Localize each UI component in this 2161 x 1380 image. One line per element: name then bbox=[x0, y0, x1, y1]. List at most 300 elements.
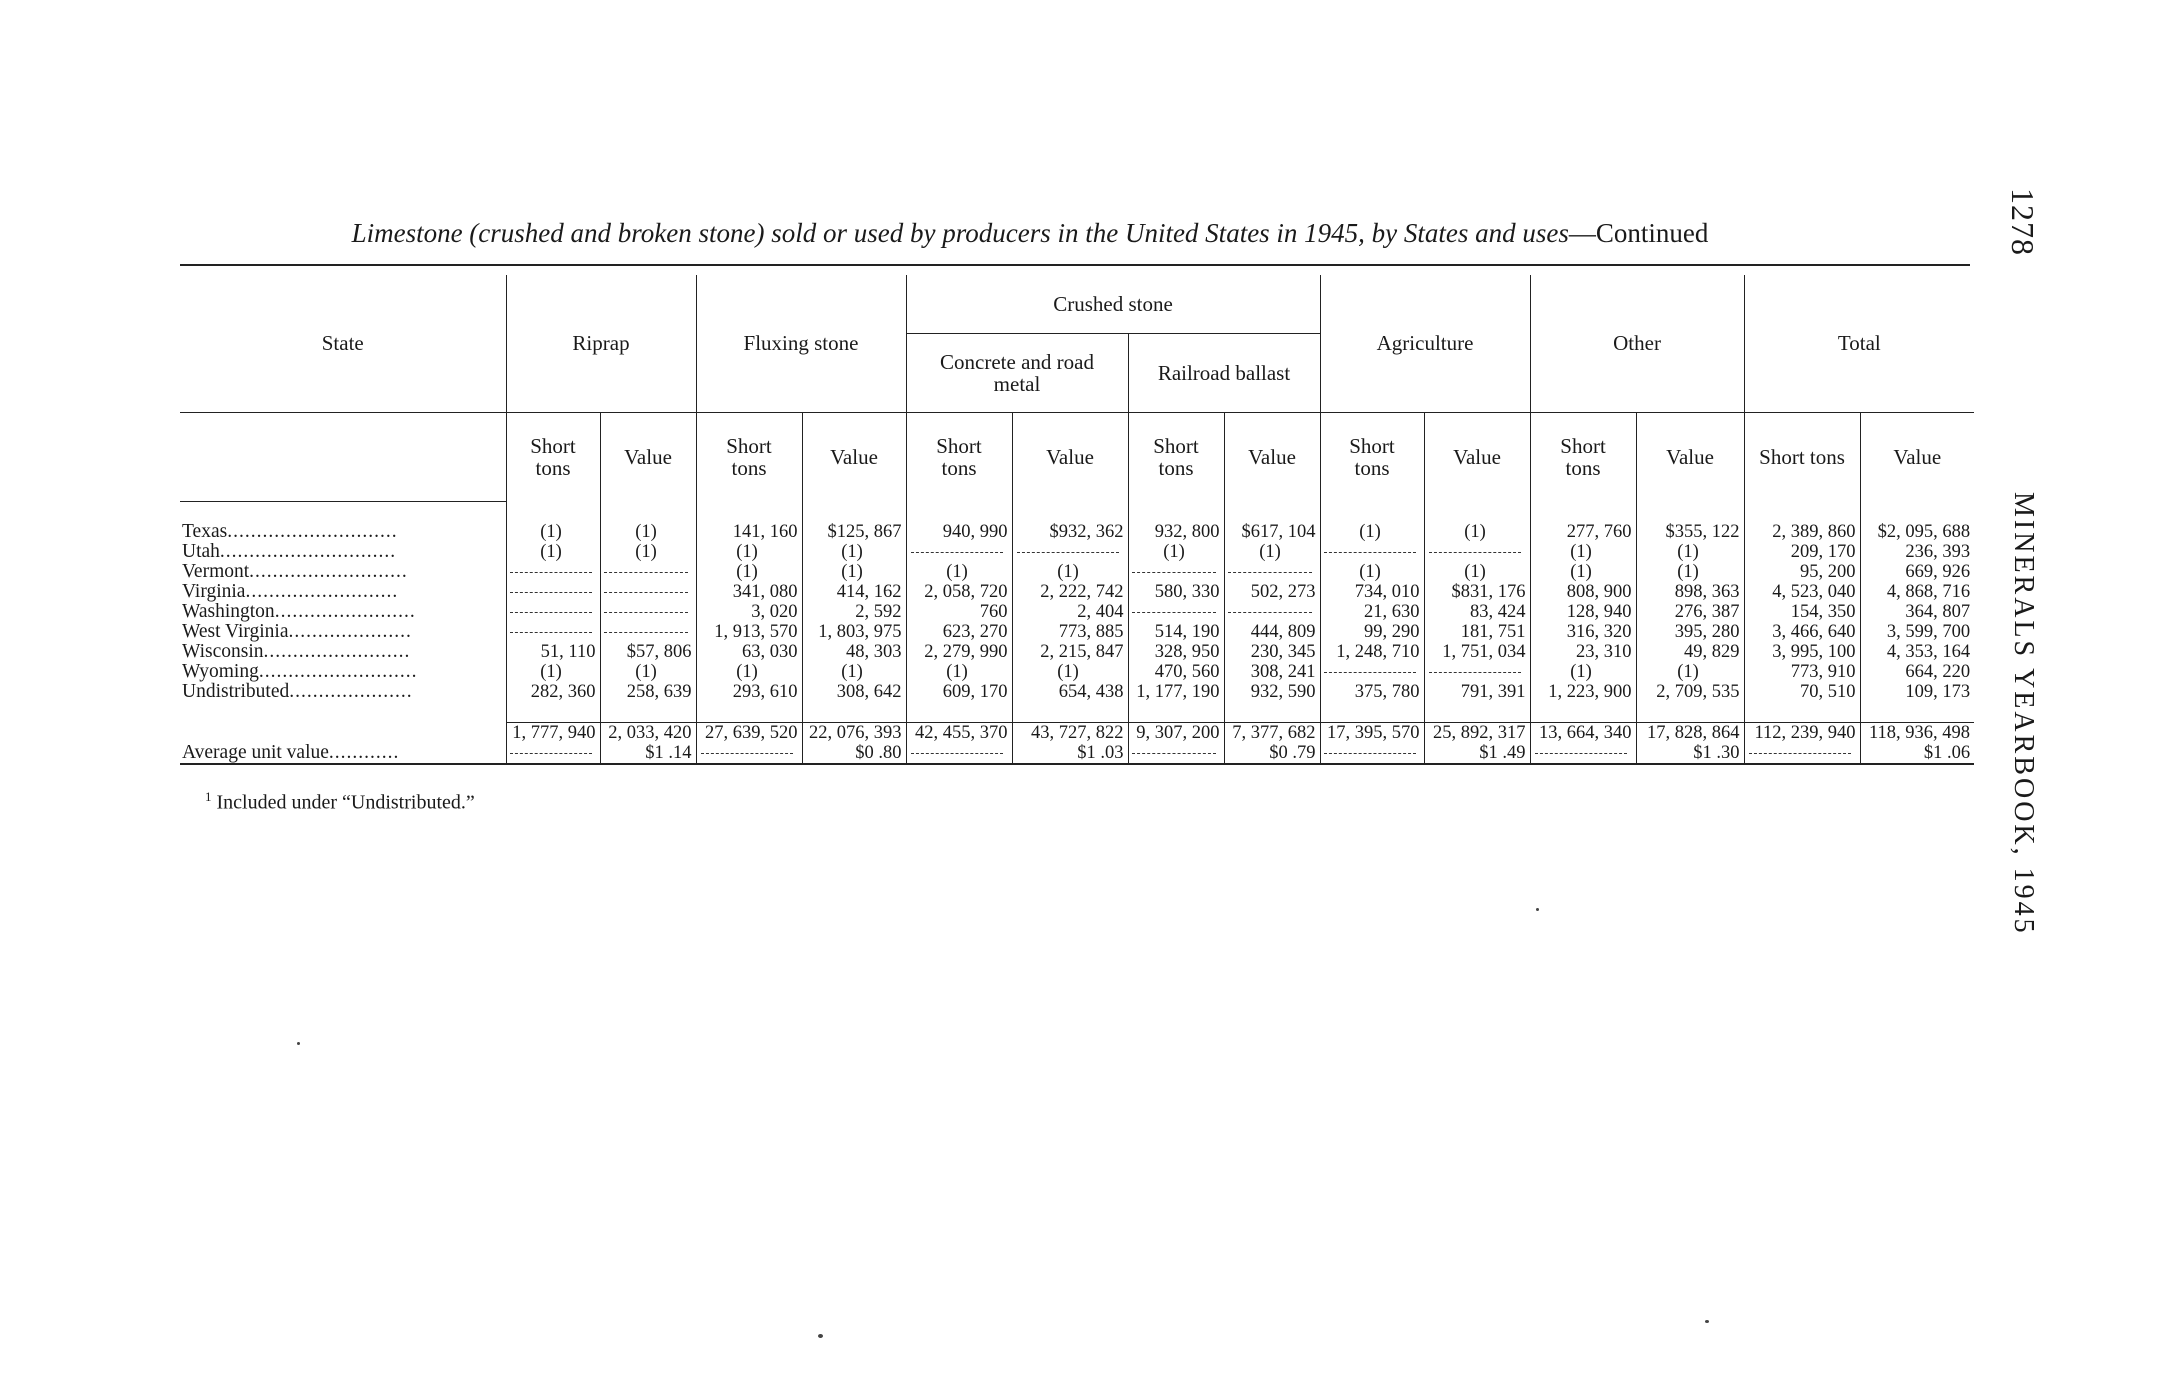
cell-value: 49, 829 bbox=[1684, 642, 1740, 662]
cell-value: 375, 780 bbox=[1354, 682, 1420, 702]
totals-row bbox=[180, 723, 1974, 744]
table-cell bbox=[1320, 582, 1424, 602]
footnote-ref: (1) bbox=[946, 562, 968, 582]
cell-value: 42, 455, 370 bbox=[915, 723, 1008, 743]
table-cell bbox=[1320, 622, 1424, 642]
table-cell bbox=[1636, 642, 1744, 662]
footnote-ref: (1) bbox=[1570, 542, 1592, 562]
table-cell bbox=[1128, 522, 1224, 542]
footnote-ref: (1) bbox=[1057, 662, 1079, 682]
empty-dash bbox=[1429, 552, 1522, 553]
table-cell bbox=[1128, 602, 1224, 622]
footnote-ref: (1) bbox=[841, 542, 863, 562]
cell-value: $932, 362 bbox=[1049, 522, 1124, 542]
spacer-cell bbox=[1744, 502, 1860, 523]
table-cell bbox=[1224, 602, 1320, 622]
table-cell bbox=[802, 582, 906, 602]
header-riprap: Riprap bbox=[506, 275, 696, 413]
dot-leader: ......................... bbox=[263, 641, 411, 662]
table-cell bbox=[696, 642, 802, 662]
dot-leader: ........................... bbox=[249, 561, 408, 582]
spacer-cell bbox=[506, 502, 600, 523]
table-cell bbox=[696, 542, 802, 562]
header-short-tons: Short tons bbox=[1744, 413, 1860, 502]
table-row bbox=[180, 682, 1974, 702]
cell-value: 2, 389, 860 bbox=[1772, 522, 1856, 542]
header-state-spacer bbox=[180, 413, 506, 502]
spacer-cell bbox=[1224, 702, 1320, 723]
table-cell bbox=[1860, 542, 1974, 562]
table-row bbox=[180, 642, 1974, 662]
state-label: Virginia bbox=[182, 581, 246, 602]
state-label: Undistributed bbox=[182, 681, 290, 702]
table-cell bbox=[696, 522, 802, 542]
header-short-tons: Short tons bbox=[506, 413, 600, 502]
top-rule bbox=[180, 264, 1970, 266]
footnote-ref: (1) bbox=[635, 522, 657, 542]
cell-value: $355, 122 bbox=[1665, 522, 1740, 542]
footnote-ref: (1) bbox=[1259, 542, 1281, 562]
cell-value: 1, 751, 034 bbox=[1442, 642, 1526, 662]
spacer-cell bbox=[1636, 502, 1744, 523]
total-cell bbox=[1320, 723, 1424, 744]
footnote-ref: (1) bbox=[540, 542, 562, 562]
empty-dash bbox=[911, 552, 1004, 553]
table-cell bbox=[1636, 602, 1744, 622]
cell-value: 760 bbox=[979, 602, 1008, 622]
scan-speck bbox=[1705, 1320, 1709, 1323]
table-cell bbox=[600, 542, 696, 562]
table-cell bbox=[906, 602, 1012, 622]
table-cell bbox=[1012, 582, 1128, 602]
cell-value: 734, 010 bbox=[1354, 582, 1420, 602]
table-cell bbox=[696, 562, 802, 582]
table-cell bbox=[1636, 662, 1744, 682]
footnote-ref: (1) bbox=[1570, 662, 1592, 682]
average-cell bbox=[802, 743, 906, 764]
table-cell bbox=[600, 582, 696, 602]
table-cell bbox=[1224, 682, 1320, 702]
table-cell bbox=[1530, 562, 1636, 582]
cell-value: 580, 330 bbox=[1154, 582, 1220, 602]
header-agriculture: Agriculture bbox=[1320, 275, 1530, 413]
state-name bbox=[180, 522, 506, 542]
total-cell bbox=[802, 723, 906, 744]
table-cell bbox=[802, 602, 906, 622]
table-cell bbox=[1860, 662, 1974, 682]
total-cell bbox=[906, 723, 1012, 744]
scan-speck bbox=[818, 1334, 823, 1338]
footnote-ref: (1) bbox=[1570, 562, 1592, 582]
spacer-row bbox=[180, 702, 1974, 723]
total-cell bbox=[506, 723, 600, 744]
table-cell bbox=[600, 602, 696, 622]
cell-value: 773, 885 bbox=[1058, 622, 1124, 642]
average-cell bbox=[1860, 743, 1974, 764]
total-cell bbox=[1224, 723, 1320, 744]
average-cell bbox=[1530, 743, 1636, 764]
table-cell bbox=[1636, 682, 1744, 702]
table-row bbox=[180, 542, 1974, 562]
table-cell bbox=[600, 562, 696, 582]
table-cell bbox=[506, 682, 600, 702]
table-cell bbox=[1744, 662, 1860, 682]
table-cell bbox=[1224, 522, 1320, 542]
dot-leader: ..................... bbox=[289, 681, 413, 702]
table-title bbox=[180, 218, 1880, 249]
cell-value: 2, 709, 535 bbox=[1656, 682, 1740, 702]
table-cell bbox=[1224, 542, 1320, 562]
table-cell bbox=[1320, 662, 1424, 682]
spacer-cell bbox=[1530, 502, 1636, 523]
empty-dash bbox=[510, 572, 592, 573]
cell-value: 118, 936, 498 bbox=[1868, 723, 1971, 743]
state-label: Wyoming bbox=[182, 661, 259, 682]
cell-value: 1, 223, 900 bbox=[1548, 682, 1632, 702]
cell-value: 3, 020 bbox=[751, 602, 798, 622]
total-cell bbox=[1128, 723, 1224, 744]
table-cell bbox=[1530, 602, 1636, 622]
table-cell bbox=[506, 562, 600, 582]
table-cell bbox=[1530, 542, 1636, 562]
table-cell bbox=[906, 622, 1012, 642]
dot-leader: ............ bbox=[328, 742, 400, 763]
cell-value: 25, 892, 317 bbox=[1433, 723, 1526, 743]
cell-value: 293, 610 bbox=[732, 682, 798, 702]
header-short-tons: Short tons bbox=[1320, 413, 1424, 502]
cell-value: 364, 807 bbox=[1905, 602, 1971, 622]
cell-value: 773, 910 bbox=[1790, 662, 1856, 682]
footnote-ref: (1) bbox=[736, 542, 758, 562]
table-cell bbox=[1012, 602, 1128, 622]
table-cell bbox=[1424, 622, 1530, 642]
cell-value: $1 .06 bbox=[1923, 743, 1971, 763]
cell-value: 112, 239, 940 bbox=[1754, 723, 1856, 743]
total-cell bbox=[1424, 723, 1530, 744]
average-cell bbox=[506, 743, 600, 764]
cell-value: 502, 273 bbox=[1250, 582, 1316, 602]
spacer-cell bbox=[1320, 702, 1424, 723]
cell-value: $1 .30 bbox=[1693, 743, 1740, 763]
spacer-cell bbox=[1636, 702, 1744, 723]
total-cell bbox=[1012, 723, 1128, 744]
footnote-ref: (1) bbox=[1163, 542, 1185, 562]
cell-value: $617, 104 bbox=[1241, 522, 1316, 542]
totals-label-spacer bbox=[180, 723, 506, 744]
table-cell bbox=[1224, 662, 1320, 682]
table-cell bbox=[802, 542, 906, 562]
spacer-row bbox=[180, 502, 1974, 523]
cell-value: 395, 280 bbox=[1674, 622, 1740, 642]
table-cell bbox=[906, 582, 1012, 602]
table-cell bbox=[506, 602, 600, 622]
header-value: Value bbox=[802, 413, 906, 502]
footnote-ref: (1) bbox=[1359, 522, 1381, 542]
cell-value: 258, 639 bbox=[626, 682, 692, 702]
cell-value: 308, 642 bbox=[836, 682, 902, 702]
table-cell bbox=[1860, 562, 1974, 582]
spacer-cell bbox=[696, 502, 802, 523]
cell-value: 623, 270 bbox=[942, 622, 1008, 642]
table-cell bbox=[696, 662, 802, 682]
table-row bbox=[180, 582, 1974, 602]
cell-value: 282, 360 bbox=[530, 682, 596, 702]
dot-leader: ..................... bbox=[288, 621, 412, 642]
cell-value: 22, 076, 393 bbox=[809, 723, 902, 743]
empty-dash bbox=[604, 612, 688, 613]
average-cell bbox=[1128, 743, 1224, 764]
cell-value: 3, 995, 100 bbox=[1772, 642, 1856, 662]
cell-value: $2, 095, 688 bbox=[1877, 522, 1971, 542]
limestone-table bbox=[180, 275, 1974, 767]
table-cell bbox=[1860, 522, 1974, 542]
table-cell bbox=[600, 522, 696, 542]
empty-dash bbox=[510, 592, 592, 593]
table-cell bbox=[1128, 642, 1224, 662]
cell-value: $1 .03 bbox=[1077, 743, 1124, 763]
scan-speck bbox=[1536, 908, 1539, 911]
footnote-ref: (1) bbox=[540, 662, 562, 682]
footnote-ref: (1) bbox=[540, 522, 562, 542]
table-cell bbox=[1636, 622, 1744, 642]
header-railroad-ballast: Railroad ballast bbox=[1128, 334, 1320, 413]
state-label: Utah bbox=[182, 541, 220, 562]
spacer-cell bbox=[506, 702, 600, 723]
spacer-cell bbox=[1224, 502, 1320, 523]
total-cell bbox=[1636, 723, 1744, 744]
spacer-cell bbox=[1012, 502, 1128, 523]
state-label: Texas bbox=[182, 521, 228, 542]
cell-value: 940, 990 bbox=[942, 522, 1008, 542]
cell-value: 1, 913, 570 bbox=[714, 622, 798, 642]
total-cell bbox=[1744, 723, 1860, 744]
table-cell bbox=[1012, 642, 1128, 662]
footnote-ref: (1) bbox=[946, 662, 968, 682]
table-cell bbox=[1012, 662, 1128, 682]
table-cell bbox=[1424, 662, 1530, 682]
table-cell bbox=[696, 582, 802, 602]
cell-value: $1 .14 bbox=[645, 743, 692, 763]
footnote-ref: (1) bbox=[736, 662, 758, 682]
header-value: Value bbox=[1860, 413, 1974, 502]
table-cell bbox=[906, 542, 1012, 562]
table-cell bbox=[1320, 602, 1424, 622]
footnote-ref: (1) bbox=[1677, 562, 1699, 582]
cell-value: 128, 940 bbox=[1566, 602, 1632, 622]
running-title: MINERALS YEARBOOK, 1945 bbox=[2008, 492, 2039, 936]
empty-dash bbox=[911, 753, 1004, 754]
cell-value: 141, 160 bbox=[732, 522, 798, 542]
table-cell bbox=[1128, 582, 1224, 602]
cell-value: 51, 110 bbox=[540, 642, 596, 662]
table-cell bbox=[802, 522, 906, 542]
state-name bbox=[180, 562, 506, 582]
cell-value: 1, 777, 940 bbox=[512, 723, 596, 743]
table-cell bbox=[802, 662, 906, 682]
cell-value: 316, 320 bbox=[1566, 622, 1632, 642]
table-cell bbox=[1128, 682, 1224, 702]
state-name bbox=[180, 682, 506, 702]
header-value: Value bbox=[1636, 413, 1744, 502]
cell-value: 2, 404 bbox=[1077, 602, 1124, 622]
cell-value: 3, 599, 700 bbox=[1886, 622, 1971, 642]
cell-value: 27, 639, 520 bbox=[705, 723, 798, 743]
empty-dash bbox=[510, 632, 592, 633]
spacer-cell bbox=[1320, 502, 1424, 523]
cell-value: 1, 177, 190 bbox=[1136, 682, 1220, 702]
bottom-rule bbox=[180, 764, 1974, 767]
spacer-cell bbox=[802, 502, 906, 523]
table-cell bbox=[1224, 582, 1320, 602]
table-cell bbox=[906, 522, 1012, 542]
spacer-cell bbox=[906, 502, 1012, 523]
table-cell bbox=[600, 622, 696, 642]
state-name bbox=[180, 662, 506, 682]
table-cell bbox=[1424, 602, 1530, 622]
cell-value: 2, 279, 990 bbox=[924, 642, 1008, 662]
table-title-italic: Limestone (crushed and broken stone) sold or used by producers in the United States in 1945, by States and uses bbox=[351, 218, 1569, 248]
spacer-cell bbox=[1424, 502, 1530, 523]
table-cell bbox=[696, 622, 802, 642]
footnote-ref: (1) bbox=[1677, 662, 1699, 682]
average-cell bbox=[1012, 743, 1128, 764]
cell-value: 109, 173 bbox=[1905, 682, 1971, 702]
empty-dash bbox=[510, 612, 592, 613]
table-cell bbox=[1012, 622, 1128, 642]
cell-value: 308, 241 bbox=[1250, 662, 1316, 682]
table-cell bbox=[1128, 542, 1224, 562]
state-label: Wisconsin bbox=[182, 641, 264, 662]
cell-value: 2, 215, 847 bbox=[1040, 642, 1124, 662]
cell-value: 932, 800 bbox=[1154, 522, 1220, 542]
spacer-cell bbox=[802, 702, 906, 723]
cell-value: 3, 466, 640 bbox=[1772, 622, 1856, 642]
footnote-text: Included under “Undistributed.” bbox=[216, 791, 475, 814]
cell-value: 664, 220 bbox=[1905, 662, 1971, 682]
table-cell bbox=[1530, 642, 1636, 662]
table-cell bbox=[1320, 562, 1424, 582]
table-cell bbox=[506, 522, 600, 542]
spacer-cell bbox=[696, 702, 802, 723]
cell-value: 83, 424 bbox=[1470, 602, 1526, 622]
table-cell bbox=[1128, 562, 1224, 582]
dot-leader: ........................... bbox=[258, 661, 418, 682]
footnote-ref: (1) bbox=[1359, 562, 1381, 582]
header-short-tons: Short tons bbox=[906, 413, 1012, 502]
table-cell bbox=[1224, 622, 1320, 642]
empty-dash bbox=[604, 632, 688, 633]
spacer-cell bbox=[906, 702, 1012, 723]
cell-value: $1 .49 bbox=[1479, 743, 1526, 763]
header-short-tons: Short tons bbox=[696, 413, 802, 502]
cell-value: 2, 592 bbox=[855, 602, 902, 622]
cell-value: 444, 809 bbox=[1250, 622, 1316, 642]
table-cell bbox=[1860, 602, 1974, 622]
footnote-ref: (1) bbox=[635, 662, 657, 682]
cell-value: 2, 033, 420 bbox=[608, 723, 692, 743]
spacer-cell bbox=[1128, 502, 1224, 523]
header-value: Value bbox=[1424, 413, 1530, 502]
footnote-ref: (1) bbox=[1677, 542, 1699, 562]
average-cell bbox=[1636, 743, 1744, 764]
table-cell bbox=[1320, 522, 1424, 542]
table-cell bbox=[696, 602, 802, 622]
cell-value: 669, 926 bbox=[1905, 562, 1971, 582]
table-cell bbox=[1128, 662, 1224, 682]
footnote-ref: (1) bbox=[841, 562, 863, 582]
footnote-ref: (1) bbox=[1464, 562, 1486, 582]
table-cell bbox=[1860, 582, 1974, 602]
table-cell bbox=[1744, 682, 1860, 702]
table-cell bbox=[1012, 682, 1128, 702]
table-cell bbox=[600, 682, 696, 702]
table-cell bbox=[1744, 582, 1860, 602]
table-cell bbox=[1744, 562, 1860, 582]
state-name bbox=[180, 582, 506, 602]
table-cell bbox=[802, 642, 906, 662]
table-row bbox=[180, 522, 1974, 542]
cell-value: 4, 868, 716 bbox=[1886, 582, 1971, 602]
state-label: Vermont bbox=[182, 561, 250, 582]
total-cell bbox=[1530, 723, 1636, 744]
header-short-tons: Short tons bbox=[1128, 413, 1224, 502]
table-cell bbox=[506, 582, 600, 602]
table-row bbox=[180, 602, 1974, 622]
header-total: Total bbox=[1744, 275, 1974, 413]
table-cell bbox=[506, 642, 600, 662]
average-cell bbox=[906, 743, 1012, 764]
cell-value: 181, 751 bbox=[1460, 622, 1526, 642]
total-cell bbox=[696, 723, 802, 744]
total-cell bbox=[1860, 723, 1974, 744]
table-cell bbox=[1012, 522, 1128, 542]
table-cell bbox=[1012, 562, 1128, 582]
cell-value: 791, 391 bbox=[1460, 682, 1526, 702]
state-label: West Virginia bbox=[182, 621, 289, 642]
header-state: State bbox=[321, 331, 364, 356]
bottom-rule-row bbox=[180, 764, 1974, 767]
average-cell bbox=[696, 743, 802, 764]
average-cell bbox=[1744, 743, 1860, 764]
table-cell bbox=[802, 622, 906, 642]
state-label: Washington bbox=[182, 601, 275, 622]
table-cell bbox=[1744, 602, 1860, 622]
table-cell bbox=[1636, 582, 1744, 602]
table-cell bbox=[1860, 642, 1974, 662]
table-cell bbox=[1224, 562, 1320, 582]
state-name bbox=[180, 602, 506, 622]
cell-value: 328, 950 bbox=[1154, 642, 1220, 662]
table-row bbox=[180, 662, 1974, 682]
dot-leader: .............................. bbox=[219, 541, 397, 562]
footnote-mark: 1 bbox=[205, 789, 212, 804]
average-cell bbox=[1424, 743, 1530, 764]
cell-value: 470, 560 bbox=[1154, 662, 1220, 682]
spacer-cell bbox=[1744, 702, 1860, 723]
cell-value: 17, 828, 864 bbox=[1647, 723, 1740, 743]
cell-value: 209, 170 bbox=[1790, 542, 1856, 562]
spacer-cell bbox=[600, 702, 696, 723]
table-cell bbox=[1744, 642, 1860, 662]
table-cell bbox=[1744, 622, 1860, 642]
empty-dash bbox=[1749, 753, 1851, 754]
cell-value: 341, 080 bbox=[732, 582, 798, 602]
cell-value: $125, 867 bbox=[827, 522, 902, 542]
header-value: Value bbox=[1224, 413, 1320, 502]
table-cell bbox=[1636, 522, 1744, 542]
table-cell bbox=[506, 542, 600, 562]
spacer-cell bbox=[1128, 702, 1224, 723]
